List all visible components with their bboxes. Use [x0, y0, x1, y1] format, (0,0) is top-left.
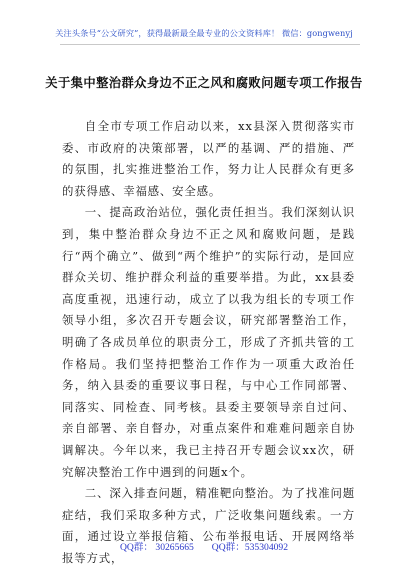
paragraph-intro: 自全市专项工作启动以来，xx县深入贯彻落实市委、市政府的决策部署，以严的基调、严的措施、严的氛围，扎实推进整治工作，努力让人民群众有更多的获得感、幸福感、安全感。 [62, 119, 355, 198]
footer-qq-group-2: QQ群：535304092 [211, 542, 289, 553]
footer-qq-group-1: QQ群： 30265665 [119, 542, 194, 553]
paragraph-section-1: 一、提高政治站位，强化责任担当。我们深刻认识到，集中整治群众身边不正之风和腐败问题，是践行“两个确立”、做到“两个维护”的实际行动，是回应群众关切、维护群众利益的重要举措。为此，xx县委高度重视，迅速行动，成立了以我为组长的专项工作领导小组，多次召开专题会议，研究部署整治工作，明确了各成员单位的职责分工，形成了齐抓共管的工作格局。我们坚持把整治工作作为一项重大政治任务，纳入县委的重要议事日程，与中心工作同部署、同落实、同检查、同考核。县委主要领导亲自过问、亲自部署、亲自督办，对重点案件和难难问题亲自协调解决。今年以来，我已主持召开专题会议xx次，研究解决整治工作中遇到的问题x个。 [62, 205, 355, 479]
document-title: 关于集中整治群众身边不正之风和腐败问题专项工作报告 [45, 75, 363, 90]
document-body [62, 116, 355, 569]
paragraph-section-2: 二、深入排查问题，精准靶向整治。为了找准问题症结，我们采取多种方式，广泛收集问题线索。一方面，通过设立举报信箱、公布举报电话、开展网络举报等方式， [62, 486, 355, 565]
footer-contact [0, 539, 408, 553]
header-promo-note: 关注头条号“公文研究”，获得最新最全最专业的公文资料库！ 微信：gongwenyj [55, 28, 353, 38]
header-divider [60, 44, 360, 45]
